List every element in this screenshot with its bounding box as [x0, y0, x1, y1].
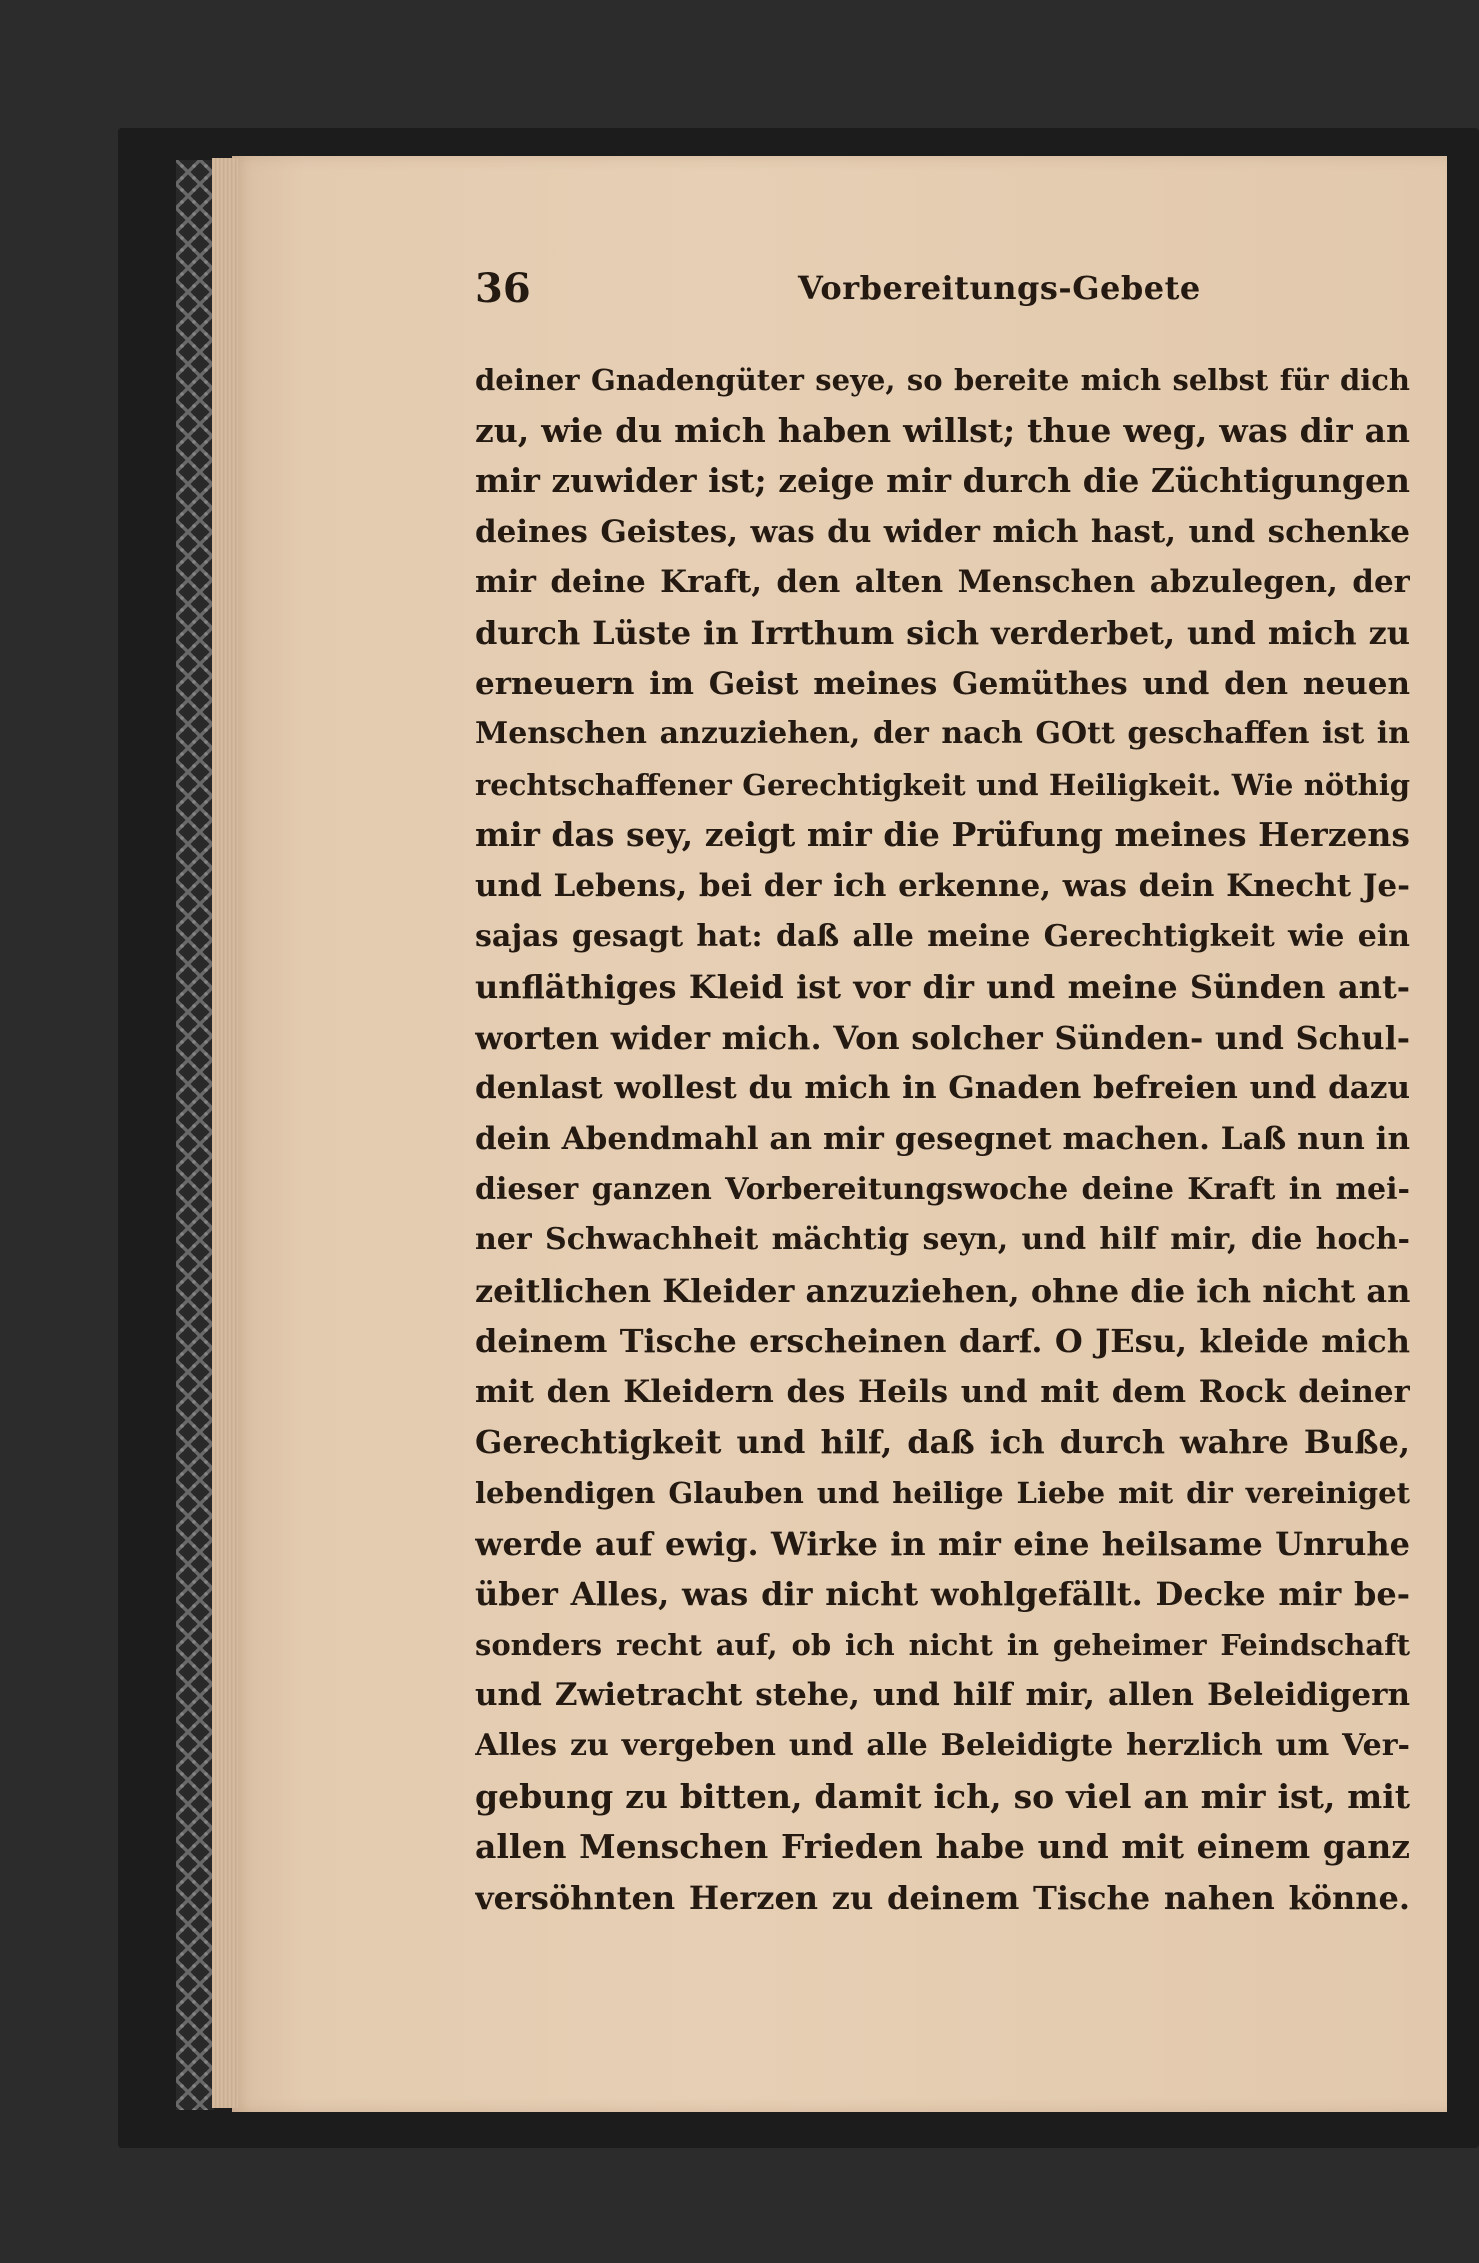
- text-line: Gerechtigkeit und hilf, daß ich durch wahre Buße,: [475, 1423, 1410, 1462]
- page-edges: [212, 158, 238, 2108]
- text-line: und Zwietracht stehe, und hilf mir, allen Beleidigern: [475, 1677, 1410, 1714]
- text-line: mir deine Kraft, den alten Menschen abzulegen, der: [475, 564, 1410, 601]
- text-line: erneuern im Geist meines Gemüthes und den neuen: [475, 665, 1410, 702]
- text-line: zeitlichen Kleider anzuziehen, ohne die ich nicht an: [475, 1271, 1410, 1310]
- text-line: mir das sey, zeigt mir die Prüfung meines Herzens: [475, 815, 1410, 855]
- text-line: dieser ganzen Vorbereitungswoche deine Kraft in mei-: [475, 1171, 1410, 1207]
- text-line: allen Menschen Frieden habe und mit einem ganz: [475, 1827, 1410, 1867]
- text-line: denlast wollest du mich in Gnaden befreien und dazu: [475, 1070, 1410, 1107]
- running-head: Vorbereitungs-Gebete: [798, 269, 1201, 307]
- text-line: mit den Kleidern des Heils und mit dem Rock deiner: [475, 1373, 1410, 1410]
- patterned-endpaper: [176, 160, 214, 2110]
- text-line: dein Abendmahl an mir gesegnet machen. Laß nun in: [475, 1120, 1410, 1157]
- page-header: [475, 265, 1425, 325]
- text-line: mir zuwider ist; zeige mir durch die Züchtigungen: [475, 461, 1410, 501]
- text-line: und Lebens, bei der ich erkenne, was dein Knecht Je-: [475, 867, 1410, 904]
- body-text: [475, 355, 1410, 1923]
- text-line: sajas gesagt hat: daß alle meine Gerechtigkeit wie ein: [475, 918, 1410, 954]
- text-line: deiner Gnadengüter seye, so bereite mich selbst für dich: [475, 363, 1410, 397]
- text-line: deines Geistes, was du wider mich hast, und schenke: [475, 513, 1410, 550]
- page-number: 36: [475, 265, 531, 312]
- text-line: gebung zu bitten, damit ich, so viel an mir ist, mit: [475, 1776, 1410, 1816]
- text-line: ner Schwachheit mächtig seyn, und hilf mir, die hoch-: [475, 1222, 1410, 1258]
- text-line: über Alles, was dir nicht wohlgefällt. Decke mir be-: [475, 1575, 1410, 1614]
- text-line: zu, wie du mich haben willst; thue weg, was dir an: [475, 410, 1410, 450]
- text-line: versöhnten Herzen zu deinem Tische nahen könne.: [475, 1878, 1410, 1917]
- text-line: sonders recht auf, ob ich nicht in geheimer Feindschaft: [475, 1627, 1410, 1662]
- text-line: Alles zu vergeben und alle Beleidigte herzlich um Ver-: [475, 1728, 1410, 1764]
- text-line: lebendigen Glauben und heilige Liebe mit dir vereiniget: [475, 1476, 1410, 1511]
- text-line: werde auf ewig. Wirke in mir eine heilsame Unruhe: [475, 1524, 1410, 1563]
- text-line: deinem Tische erscheinen darf. O JEsu, kleide mich: [475, 1322, 1410, 1361]
- text-line: worten wider mich. Von solcher Sünden- und Schul-: [475, 1018, 1410, 1057]
- text-line: unfläthiges Kleid ist vor dir und meine Sünden ant-: [475, 968, 1410, 1007]
- text-line: durch Lüste in Irrthum sich verderbet, und mich zu: [475, 613, 1410, 652]
- text-line: Menschen anzuziehen, der nach GOtt geschaffen ist in: [475, 716, 1410, 752]
- text-line: rechtschaffener Gerechtigkeit und Heiligkeit. Wie nöthig: [475, 767, 1410, 802]
